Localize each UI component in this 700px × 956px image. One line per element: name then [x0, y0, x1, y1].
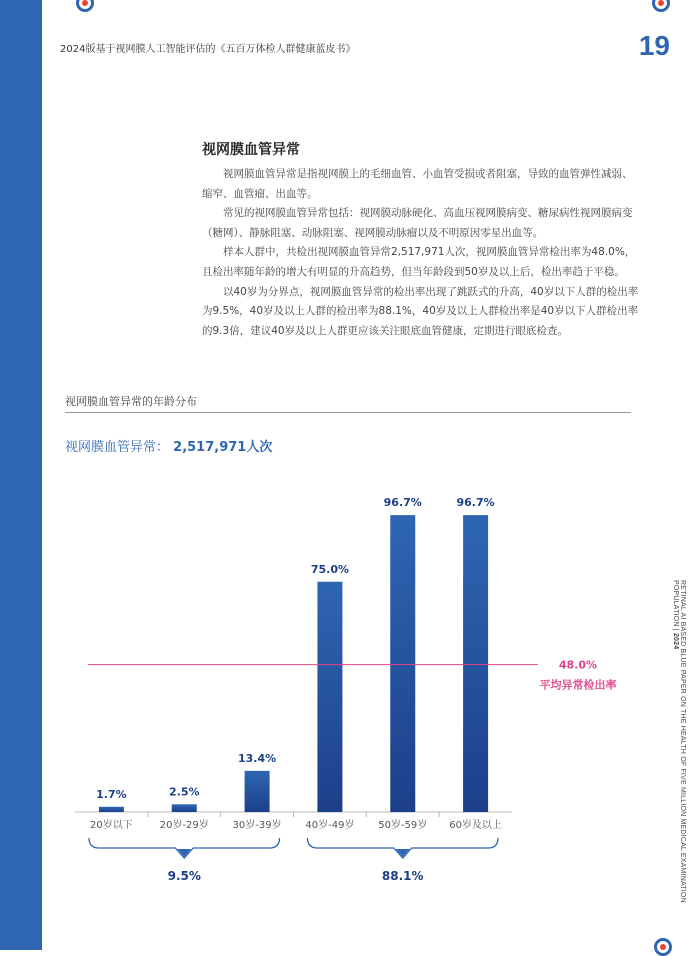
tick-label: 50岁-59岁 — [378, 820, 428, 831]
data-label: 13.4% — [237, 751, 277, 765]
bar — [245, 771, 270, 812]
chart-section-title: 视网膜血管异常的年龄分布 — [65, 395, 197, 408]
section-body — [202, 165, 640, 341]
paragraph: 常见的视网膜血管异常包括：视网膜动脉硬化、高血压视网膜病变、糖尿病性视网膜病变（糖网）、静脉阻塞、动脉阻塞、视网膜动脉瘤以及不明原因零星出血等。 — [202, 207, 633, 239]
side-title: RETINAL AI BASED BLUE PAPER ON THE HEALTH OF FIVE MILLION MEDICAL EXAMINATION POPULATION — [672, 580, 686, 903]
paragraph: 样本人群中，共检出视网膜血管异常2,517,971人次，视网膜血管异常检出率为48.0%，且检出率随年龄的增大有明显的升高趋势，但当年龄段到50岁及以上后，检出率趋于平稳。 — [202, 246, 636, 278]
circle-logo-icon — [652, 0, 670, 12]
group-label: 88.1% — [381, 869, 424, 883]
bar — [463, 515, 488, 812]
paragraph: 以40岁为分界点，视网膜血管异常的检出率出现了跳跃式的升高，40岁以下人群的检出率为9.5%，40岁及以上人群的检出率为88.1%，40岁及以上人群检出率是40岁以下人群检出率的9.3倍，建议40岁及以上人群更应该关注眼底血管健康，定期进行眼底检查。 — [202, 285, 639, 337]
tick-label: 30岁-39岁 — [232, 820, 282, 831]
bar — [172, 804, 197, 812]
average-value-label: 48.0% — [558, 658, 598, 672]
bar — [390, 515, 415, 812]
side-vertical-text: RETINAL AI BASED BLUE PAPER ON THE HEALTH OF FIVE MILLION MEDICAL EXAMINATION POPULATION | 2024 — [672, 580, 686, 903]
circle-logo-icon — [76, 0, 94, 12]
bar — [99, 807, 124, 812]
tick-label: 20岁-29岁 — [159, 820, 209, 831]
age-distribution-bar-chart — [0, 470, 700, 890]
data-label: 96.7% — [456, 496, 495, 510]
average-text-label: 平均异常检出率 — [539, 678, 617, 692]
divider — [65, 412, 631, 413]
data-label: 2.5% — [168, 785, 200, 799]
side-year: 2024 — [672, 632, 679, 650]
circle-logo-icon — [654, 938, 672, 956]
total-count — [65, 436, 272, 455]
data-label: 75.0% — [310, 562, 350, 576]
tick-label: 60岁及以上 — [449, 820, 502, 831]
total-value: 2,517,971人次 — [173, 440, 273, 455]
bar — [317, 582, 342, 812]
tick-label: 20岁以下 — [90, 820, 133, 831]
group-label: 9.5% — [167, 869, 201, 883]
data-label: 96.7% — [383, 496, 422, 510]
paragraph: 视网膜血管异常是指视网膜上的毛细血管、小血管受损或者阻塞，导致的血管弹性减弱、缩窄、血管瘤、出血等。 — [202, 168, 633, 200]
tick-label: 40岁-49岁 — [305, 820, 355, 831]
page-number: 19 — [638, 30, 670, 61]
section-title: 视网膜血管异常 — [202, 142, 300, 158]
header-title: 2024版基于视网膜人工智能评估的《五百万体检人群健康蓝皮书》 — [60, 44, 356, 55]
total-label: 视网膜血管异常： — [65, 440, 170, 455]
data-label: 1.7% — [96, 787, 127, 801]
